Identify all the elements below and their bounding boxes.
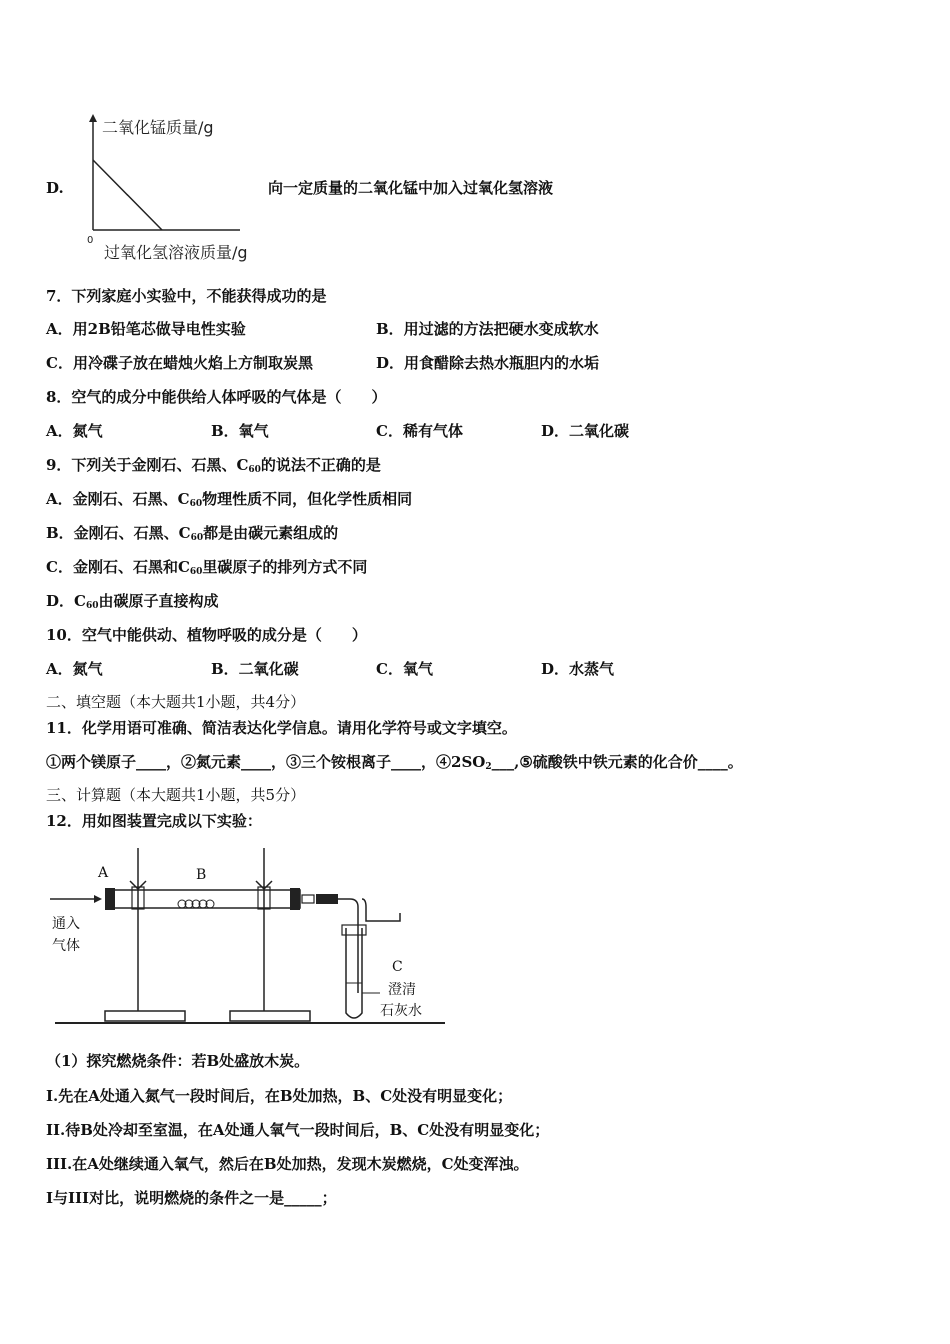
y-axis-label: 二氧化锰质量/g	[102, 118, 214, 137]
q7-option-b: B．用过滤的方法把硬水变成软水	[376, 320, 599, 338]
q11-blanks: ①两个镁原子____，②氮元素____，③三个铵根离子____，$④2SO_2\_\_\_,⑤$硫酸铁中铁元素的化合价____。	[46, 753, 743, 772]
q9-option-d: D．$C_{60}$由碳原子直接构成	[46, 592, 219, 611]
q8-option-d: D．二氧化碳	[541, 422, 630, 440]
q10-option-d: D．水蒸气	[541, 660, 615, 678]
q12-part-1: （1）探究燃烧条件：若B处盛放木炭。	[46, 1052, 310, 1070]
q8-option-c: C．稀有气体	[376, 422, 463, 440]
y-axis-arrow	[89, 114, 97, 122]
section-3-heading: 三、计算题（本大题共1小题，共5分）	[46, 786, 306, 804]
q7-option-a: A．用2B铅笔芯做导电性实验	[46, 320, 246, 338]
q12-step-2: II.待B处冷却至室温，在A处通人氧气一段时间后，B、C处没有明显变化；	[46, 1121, 550, 1139]
q7-stem: 7．下列家庭小实验中，不能获得成功的是	[46, 287, 327, 305]
origin-label: 0	[87, 235, 94, 246]
q9-option-c: C．金刚石、石黑和$C_{60}$里碳原子的排列方式不同	[46, 558, 368, 577]
q6-d-chart	[80, 110, 280, 260]
q9-stem: 9．下列关于金刚石、石黑、$C_{60}$的说法不正确的是	[46, 456, 381, 475]
q12-stem: 12．用如图装置完成以下实验：	[46, 812, 262, 830]
q12-step-1: I.先在A处通入氮气一段时间后，在B处加热，B、C处没有明显变化；	[46, 1087, 513, 1105]
fig-label-b: B	[196, 867, 207, 883]
fig-limewater-2: 石灰水	[380, 1003, 422, 1019]
q8-option-a: A．氮气	[46, 422, 103, 440]
q12-conclusion: I与III对比，说明燃烧的条件之一是_____；	[46, 1189, 337, 1207]
q7-option-c: C．用冷碟子放在蜡烛火焰上方制取炭黑	[46, 354, 313, 372]
q10-stem: 10．空气中能供动、植物呼吸的成分是（ ）	[46, 626, 367, 644]
fig-gas-in-1: 通入	[52, 916, 80, 932]
x-axis-label: 过氧化氢溶液质量/g	[104, 243, 248, 262]
section-2-heading: 二、填空题（本大题共1小题，共4分）	[46, 693, 306, 711]
fig-label-a: A	[98, 865, 109, 881]
q10-option-b: B．二氧化碳	[211, 660, 299, 678]
fig-gas-in-2: 气体	[52, 938, 80, 954]
q11-stem: 11．化学用语可准确、简洁表达化学信息。请用化学符号或文字填空。	[46, 719, 517, 737]
q10-option-a: A．氮气	[46, 660, 103, 678]
fig-limewater-1: 澄清	[388, 982, 416, 998]
q6-option-d-text: 向一定质量的二氧化锰中加入过氧化氢溶液	[268, 179, 554, 197]
data-line	[93, 160, 162, 230]
q9-option-a: A．金刚石、石黑、$C_{60}$物理性质不同，但化学性质相同	[46, 490, 413, 509]
q8-option-b: B．氧气	[211, 422, 269, 440]
q12-apparatus-figure	[50, 843, 450, 1033]
q12-step-3: III.在A处继续通入氧气，然后在B处加热，发现木炭燃烧，C处变浑浊。	[46, 1155, 529, 1173]
q10-option-c: C．氧气	[376, 660, 433, 678]
q8-stem: 8．空气的成分中能供给人体呼吸的气体是（ ）	[46, 388, 387, 406]
q9-option-b: B．金刚石、石黑、$C_{60}$都是由碳元素组成的	[46, 524, 339, 543]
fig-label-c: C	[392, 959, 403, 975]
q6-option-d-label: D.	[46, 179, 64, 197]
q7-option-d: D．用食醋除去热水瓶胆内的水垢	[376, 354, 600, 372]
